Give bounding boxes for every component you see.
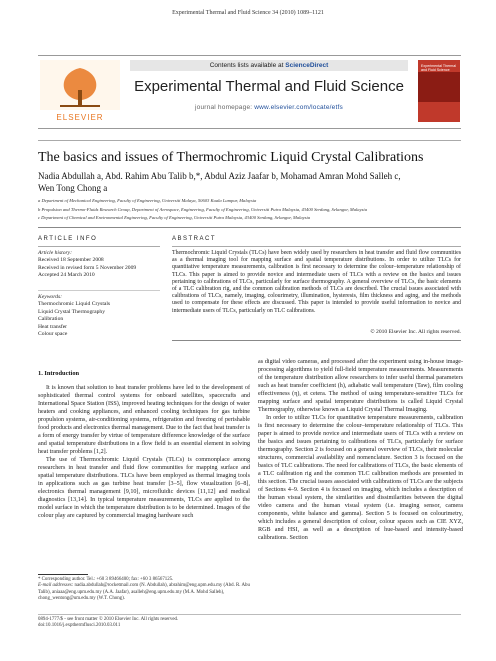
- affiliation-c: c Department of Chemical and Environmental Engineering, Faculty of Engineering, Universiti Putra Malaysia, 43400 Serdang, Selangor, Malaysia: [38, 215, 311, 220]
- affiliation-b: b Propulsion and Thermo-Fluids Research Group, Department of Aerospace, Engineering, Faculty of Engineering, Universiti Putra Malaysia, 43400 Serdang, Selangor, Malaysia: [38, 206, 368, 212]
- homepage-link[interactable]: www.elsevier.com/locate/etfs: [254, 104, 343, 111]
- abstract-text: Thermochromic Liquid Crystals (TLCs) have been widely used by researchers in heat transfer and fluid flow communities as a thermal imaging tool for mapping surface and spatial temperature distributions. In order to utilize TLCs for quantitative temperature measurements, calibration is first necessary to determine the colour–temperature relationship of TLCs. This paper is aimed to provide novice and intermediate users of TLCs with a review on the basics and issues pertaining to calibrations of TLCs, particularly for surface thermography. A general overview of TLCs, the basic elements of a TLC calibration rig, and the common calibration methods of TLCs are described. The crucial issues associated with calibrations of TLCs, namely, imaging, colourimetry, illumination, hysteresis, film thickness and aging, and the methods used to compensate for these effects are discussed. This paper is intended to provide useful information to novice and intermediate users of TLCs, particularly on TLC calibrations.: [172, 250, 461, 314]
- history-label: Article history:: [38, 250, 73, 256]
- email-line: [38, 583, 250, 602]
- article-title: The basics and issues of Thermochromic Liquid Crystal Calibrations: [38, 150, 424, 165]
- body-column-left: [38, 384, 250, 520]
- abstract-copyright: © 2010 Elsevier Inc. All rights reserved.: [370, 329, 461, 335]
- body-column-right: [258, 358, 463, 542]
- history-revised: Received in revised form 5 November 2009: [38, 264, 137, 271]
- homepage-prefix: journal homepage:: [195, 104, 255, 111]
- abstract-heading: ABSTRACT: [172, 236, 217, 242]
- footnote: [38, 577, 250, 602]
- paragraph: The use of Thermochromic Liquid Crystals (TLCs) is commonplace among researchers in heat transfer and fluid flow communities for mapping surface and spatial temperature distributions. TLCs have been employed as thermal imaging tools in applications such as gas turbine heat transfer [3–5], flow visualization [6–8], electronics thermal management [9,10], microfluidic devices [11,12] and medical diagnostics [13,14]. In typical temperature measurements, TLCs are applied to the model surface in which the temperature distribution is to be determined. Images of the colour play are captured by commercial imaging hardware such: [38, 457, 250, 519]
- affiliation-a: a Department of Mechanical Engineering, Faculty of Engineering, Universiti Malaya, 50603 Kuala Lumpur, Malaysia: [38, 198, 257, 203]
- email-label: E-mail addresses:: [38, 583, 74, 589]
- sciencedirect-link[interactable]: ScienceDirect: [285, 62, 329, 69]
- email-addresses[interactable]: nadia.abdullah@rocketmail.com (N. Abdullah), abrahim@eng.upm.edu.my (Abd. R. Abu Talib), aniaaa@eng.upm.edu.my (A.A. Jaafar), asalleh@eng.upm.edu.my (M.A. Mohd Salleh), chong_wentong@um.edu.my (W.T. Chong).: [38, 583, 250, 601]
- article-history: [38, 250, 163, 280]
- author-list: [38, 170, 468, 194]
- history-received: Received 18 September 2008: [38, 257, 104, 264]
- running-head: Experimental Thermal and Fluid Science 34 (2010) 1089–1121: [172, 10, 324, 16]
- contents-bar: [130, 60, 408, 71]
- keyword-item: Calibration: [38, 316, 64, 323]
- issn-line: 0894-1777/$ - see front matter © 2010 Elsevier Inc. All rights reserved.: [38, 617, 179, 622]
- history-accepted: Accepted 24 March 2010: [38, 272, 95, 279]
- cover-title: Experimental Thermal and Fluid Science: [421, 64, 457, 73]
- doi-line[interactable]: doi:10.1016/j.expthermflusci.2010.03.011: [38, 623, 121, 629]
- bottom-rule: [38, 614, 461, 615]
- article-info-heading: ARTICLE INFO: [38, 236, 98, 242]
- keyword-item: Thermochromic Liquid Crystals: [38, 301, 111, 308]
- publisher-logo-text: ELSEVIER: [56, 113, 104, 122]
- paragraph: In order to utilize TLCs for quantitative temperature measurements, calibration is first necessary to determine the colour–temperature relationship of TLCs. This paper is aimed to provide novice and intermediate users of TLCs with a review on the basics and issues pertaining to calibrations of TLCs, particularly for surface thermography. Section 2 is focused on a general overview of TLCs, their molecular structures, commercial availability and nomenclature. Section 3 is focused on the basics of TLC calibrations. The need for calibrations of TLCs, the basic elements of a TLC calibration rig and the common TLC calibration methods are presented in this section. The crucial issues associated with calibrations of TLCs are the subjects of Sections 4–9. Section 4 is focused on imaging, which includes a description of the human visual system, the similarities and dissimilarities between the digital video camera and the human visual system (i.e. imaging sensor, camera components, white balance and gamma). Section 5 is focused on colourimetry, which includes a general description of colour, colour spaces such as CIE XYZ, RGB and HSI, as well as a description of hue-based and intensity-based calibrations. Section: [258, 415, 463, 541]
- affiliations: [38, 197, 468, 223]
- header-rule: [38, 227, 461, 228]
- keyword-item: Liquid Crystal Thermography: [38, 308, 106, 315]
- masthead-divider: [38, 140, 461, 141]
- journal-cover-thumbnail: [418, 60, 460, 122]
- abstract-bottom-rule: [172, 340, 461, 341]
- authors-line-2: Wen Tong Chong a: [38, 183, 108, 193]
- journal-title: Experimental Thermal and Fluid Science: [134, 78, 404, 95]
- abstract-rule: [172, 246, 461, 247]
- article-info-rule: [38, 246, 160, 247]
- keyword-item: Colour space: [38, 331, 68, 338]
- authors-line-1: Nadia Abdullah a, Abd. Rahim Abu Talib b,*, Abdul Aziz Jaafar b, Mohamad Amran Mohd Salleh c,: [38, 171, 401, 181]
- corresponding-author: * Corresponding author. Tel.: +60 3 89466400; fax: +60 3 86567125.: [38, 577, 174, 582]
- footnote-rule: [38, 574, 88, 575]
- paragraph: It is known that solution to heat transfer problems have led to the development of sophisticated thermal control systems for onboard satellites, spacecrafts and International Space Station (ISS), improved heating techniques for the design of water heaters and cooking appliances, and enhanced cooling techniques for gas turbine propulsion systems, air-conditioning systems, refrigeration and freezing of perishable food products and electronics thermal management. Due to the fact that heat transfer is a form of energy transfer by virtue of temperature difference knowledge of the surface and spatial temperature distributions in a flow field is an essential element in solving heat transfer problems [1,2].: [38, 385, 250, 455]
- keywords-block: [38, 294, 163, 338]
- journal-homepage: [130, 104, 408, 111]
- keywords-rule: [38, 290, 160, 291]
- keyword-item: Heat transfer: [38, 323, 68, 330]
- section-heading: 1. Introduction: [38, 370, 80, 377]
- contents-prefix: Contents lists available at: [209, 62, 286, 69]
- cover-stripe: [418, 72, 460, 102]
- issn-block: [38, 617, 338, 630]
- keywords-label: Keywords:: [38, 294, 63, 300]
- paragraph: as digital video cameras, and processed after the experiment using in-house image-processing algorithms to yield full-field temperature measurements. Measurements of the temperature distribution allow researchers to infer useful thermal parameters such as heat transfer coefficient (h), adiabatic wall temperature (Taw), film cooling effectiveness (η), et cetera. The method of using temperature-sensitive TLCs for mapping surface and spatial temperature distributions is called Liquid Crystal Thermography, otherwise known as Liquid Crystal Thermal Imaging.: [258, 359, 463, 413]
